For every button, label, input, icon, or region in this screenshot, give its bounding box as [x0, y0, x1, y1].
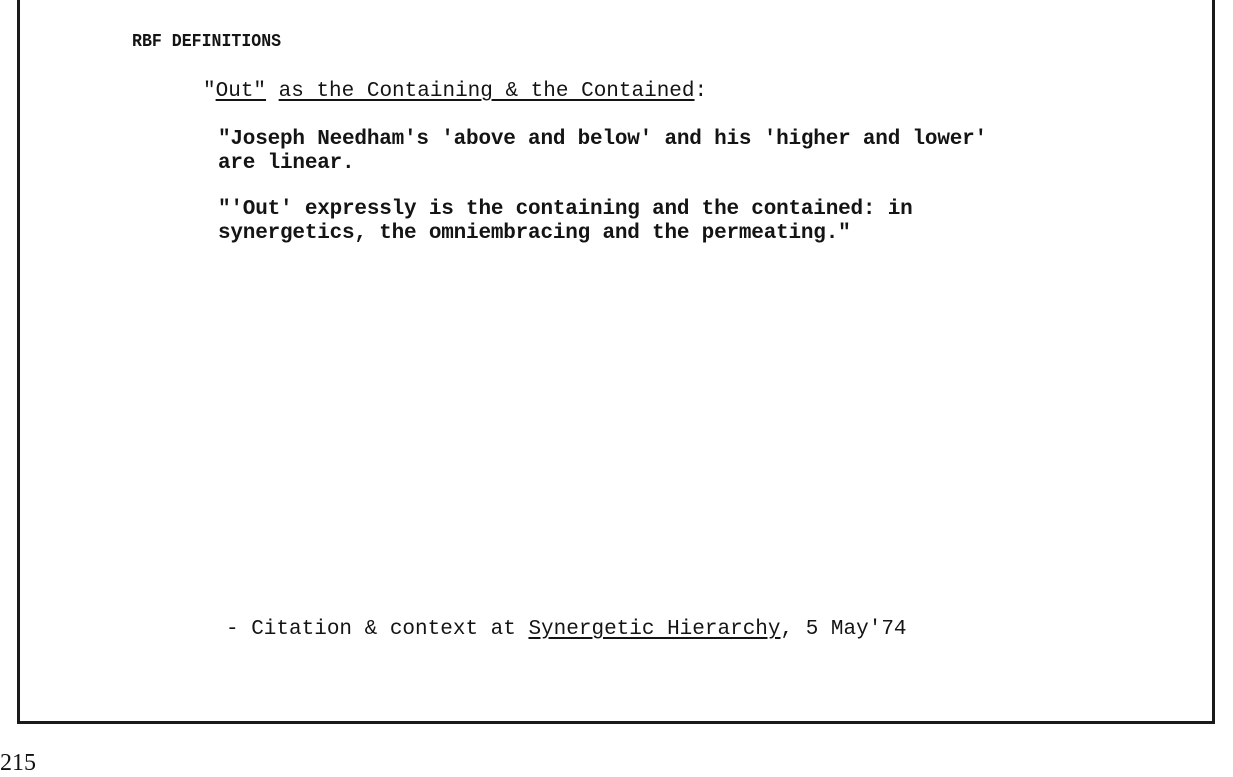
citation-source: Synergetic Hierarchy	[528, 618, 781, 641]
definition-subtitle	[203, 80, 707, 103]
quote-paragraph-2: "'Out' expressly is the containing and the contained: in synergetics, the omniembracing and the permeating."	[218, 198, 913, 245]
subtitle-out: Out"	[215, 80, 267, 103]
subtitle-open-quote: "	[203, 80, 216, 103]
card-heading: RBF DEFINITIONS	[132, 32, 282, 52]
subtitle-rest: as the Containing & the Contained	[278, 80, 695, 103]
definition-card	[17, 0, 1215, 724]
subtitle-colon: :	[694, 80, 708, 103]
citation-line	[226, 618, 907, 641]
subtitle-space	[266, 80, 279, 103]
quote-paragraph-1: "Joseph Needham's 'above and below' and his 'higher and lower' are linear.	[218, 128, 987, 175]
page-number: 215	[0, 750, 36, 776]
citation-suffix: , 5 May'74	[780, 618, 907, 641]
citation-prefix: - Citation & context at	[226, 618, 529, 641]
